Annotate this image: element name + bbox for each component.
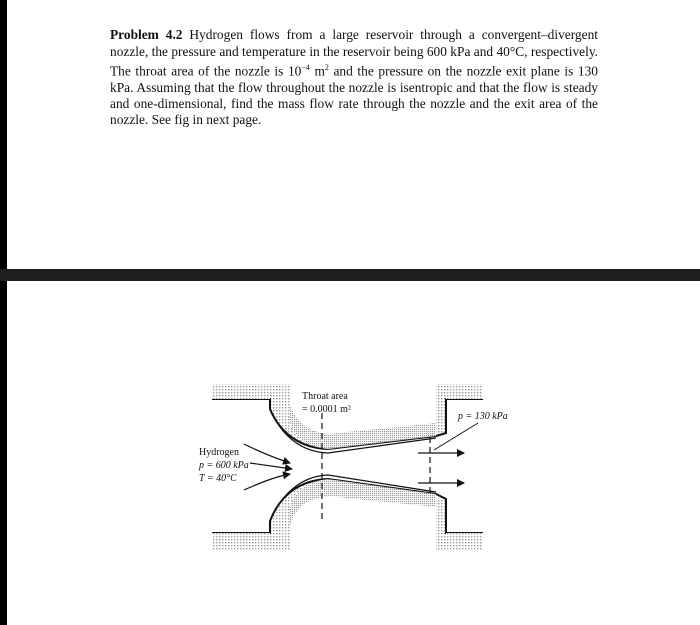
- exit-pressure-label: p = 130 kPa: [458, 411, 508, 422]
- reservoir-pressure-label: p = 600 kPa: [199, 460, 249, 471]
- throat-exponent: −4: [301, 62, 310, 72]
- problem-number: Problem 4.2: [110, 27, 183, 43]
- bottom-left-block: [212, 533, 270, 550]
- top-right-block: [446, 384, 483, 399]
- problem-text-1: Hydrogen flows from a large reservoir through a convergent–divergent nozzle, the pressure and temperature in the reservoir being 600 kPa and 40°C, respectively. The throat area of the nozzle is 10: [110, 27, 598, 79]
- nozzle-figure: [0, 281, 700, 625]
- inlet-arrow-bottom: [244, 474, 290, 490]
- gas-label: Hydrogen: [199, 447, 239, 458]
- square-superscript: 2: [324, 62, 329, 72]
- bottom-right-block: [446, 533, 483, 550]
- page-divider: [0, 269, 700, 281]
- nozzle-diagram: [0, 281, 700, 625]
- bottom-throat-band: [290, 479, 436, 526]
- inlet-arrow-top: [244, 444, 290, 463]
- reservoir-temp-label: T = 40°C: [199, 473, 237, 484]
- problem-text-2: m: [309, 63, 325, 79]
- inlet-arrow-mid: [250, 463, 292, 469]
- throat-area-value: = 0.0001 m²: [302, 404, 351, 415]
- throat-area-label: Throat area: [302, 391, 348, 402]
- top-left-block: [212, 384, 270, 399]
- problem-text-3: and the pressure on the nozzle exit plane is 130 kPa. Assuming that the flow throughout the nozzle is isentropic and that the flow is steady and one-dimensional, find the mass flow rate through the nozzle and the exit area of the nozzle. See fig in next page.: [110, 63, 599, 128]
- problem-statement: [110, 27, 598, 128]
